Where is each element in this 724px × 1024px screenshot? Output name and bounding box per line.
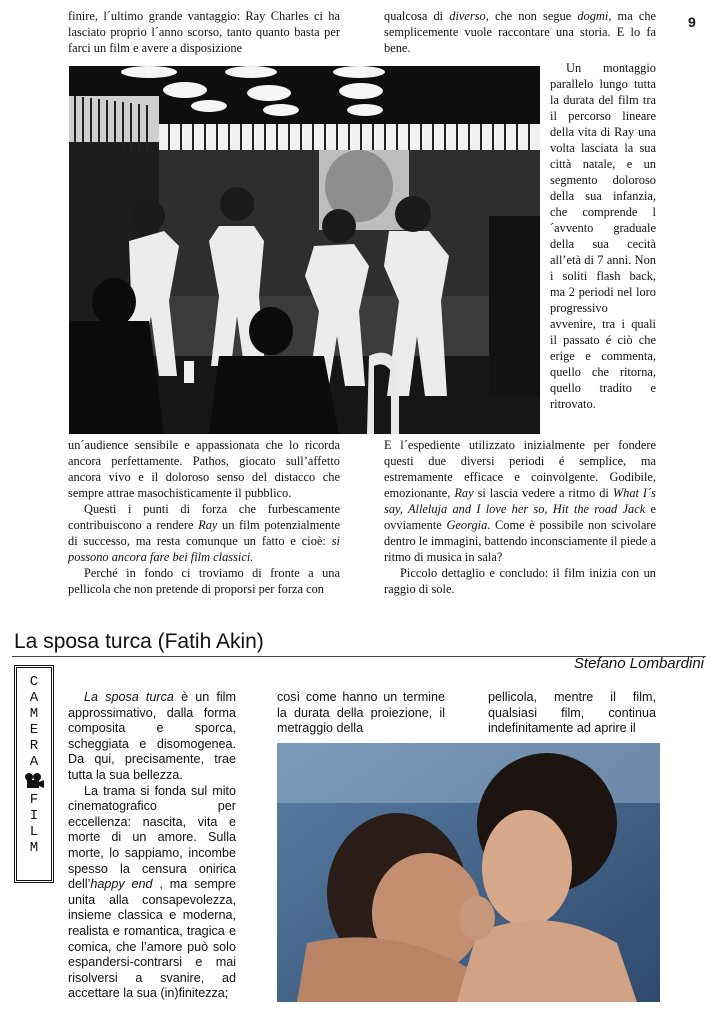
logo-letter: F [29, 792, 39, 808]
logo-letter: E [29, 722, 39, 738]
page-number: 9 [688, 14, 696, 30]
article-headline: La sposa turca (Fatih Akin) [14, 630, 264, 653]
film-camera-icon [24, 772, 44, 790]
logo-letter: M [29, 840, 39, 856]
paragraph: pellicola, mentre il film, qualsiasi film, continua indefinitamente ad aprire il [488, 690, 656, 736]
article-byline: Stefano Lombardini [573, 655, 704, 672]
film-still-drawing [277, 743, 660, 1002]
paragraph: finire, l´ultimo grande vantaggio: Ray Charles ci ha lasciato proprio l´anno scorso, tanto quanto basta per farci un film e avere a disposizione [68, 9, 340, 55]
logo-letter: I [29, 808, 39, 824]
top-left-text [68, 8, 340, 56]
camera-film-logo [14, 665, 54, 883]
paragraph: un´audience sensibile e appassionata che lo ricorda ancora perfettamente. Pathos, giocato sull’affetto ancora vivo e il doloroso senso del distacco che sempre attrae masochisticamente il pubblico. [68, 438, 340, 500]
logo-letter: L [29, 824, 39, 840]
right-narrow-text [550, 60, 656, 412]
article-col-1 [68, 690, 236, 1002]
top-right-text [384, 8, 656, 56]
paragraph: La trama si fonda sul mito cinematografico per eccellenza: nascita, vita e morte di un amore. Sulla morte, lo sappiamo, incombe spesso la censura onirica dell’happy end , ma sempre unita alla consapevolezza, insieme classica e moderna, realista e romantica, tragica e comica, che l’amore può solo espandersi-contrarsi e mai risolversi a svanire, ad accettare la sua (in)finitezza; [68, 783, 237, 1001]
logo-letter: R [29, 738, 39, 754]
article-col-2 [277, 690, 445, 737]
paragraph: Un montaggio parallelo lungo tutta la durata del film tra il percorso lineare della vita di Ray una volta lasciata la sua città natale, e un segmento doloroso della sua infanzia, che comprende l´avvento graduale della sua cecità all’età di 7 anni. Non i soliti flash back, ma 2 periodi nel loro progressivo avvenire, tra i quali il passato é ciò che erige e commenta, quello che ritorna, quello tradito e ritrovato. [550, 61, 656, 411]
logo-letter: M [29, 706, 39, 722]
paragraph: Perché in fondo ci troviamo di fronte a una pellicola che non pretende di proporsi per forza con [68, 566, 340, 596]
logo-bottom-letters [17, 792, 51, 856]
logo-top-letters [17, 674, 51, 770]
left-column-text [68, 437, 340, 597]
logo-letter: A [29, 754, 39, 770]
concert-photo-drawing [69, 66, 540, 434]
paragraph: E l´espediente utilizzato inizialmente per fondere questi due diversi periodi é semplice, ma estremamente efficace e coinvolgente. Godibile, emozionante, Ray si lascia vedere a ritmo di What I´s say, Alleluja and I love her so, Hit the road Jack e ovviamente Georgia. Come è possibile non scivolare dentro le immagini, battendo inconsciamente il piede a ritmo di musica in sala? [384, 438, 657, 564]
paragraph: così come hanno un termine la durata della proiezione, il metraggio della [277, 690, 445, 736]
logo-letter: A [29, 690, 39, 706]
film-still-photo [277, 743, 660, 1002]
article-col-3 [488, 690, 656, 737]
right-column-text [384, 437, 656, 597]
ray-concert-photo [69, 66, 540, 434]
paragraph: qualcosa di diverso, che non segue dogmi, ma che semplicemente vuole raccontare una storia. E lo fa bene. [384, 9, 657, 55]
paragraph: La sposa turca è un film approssimativo, dalla forma composita e sporca, scheggiata e disomogenea. Da qui, precisamente, trae tutta la sua bellezza. [68, 690, 236, 782]
logo-letter: C [29, 674, 39, 690]
paragraph: Piccolo dettaglio e concludo: il film inizia con un raggio di sole. [384, 566, 656, 596]
paragraph: Questi i punti di forza che furbescamente contribuiscono a rendere Ray un film potenzialmente di successo, ma resta comunque un fatto e cioè: si possono ancora fare bei film classici. [68, 502, 340, 564]
